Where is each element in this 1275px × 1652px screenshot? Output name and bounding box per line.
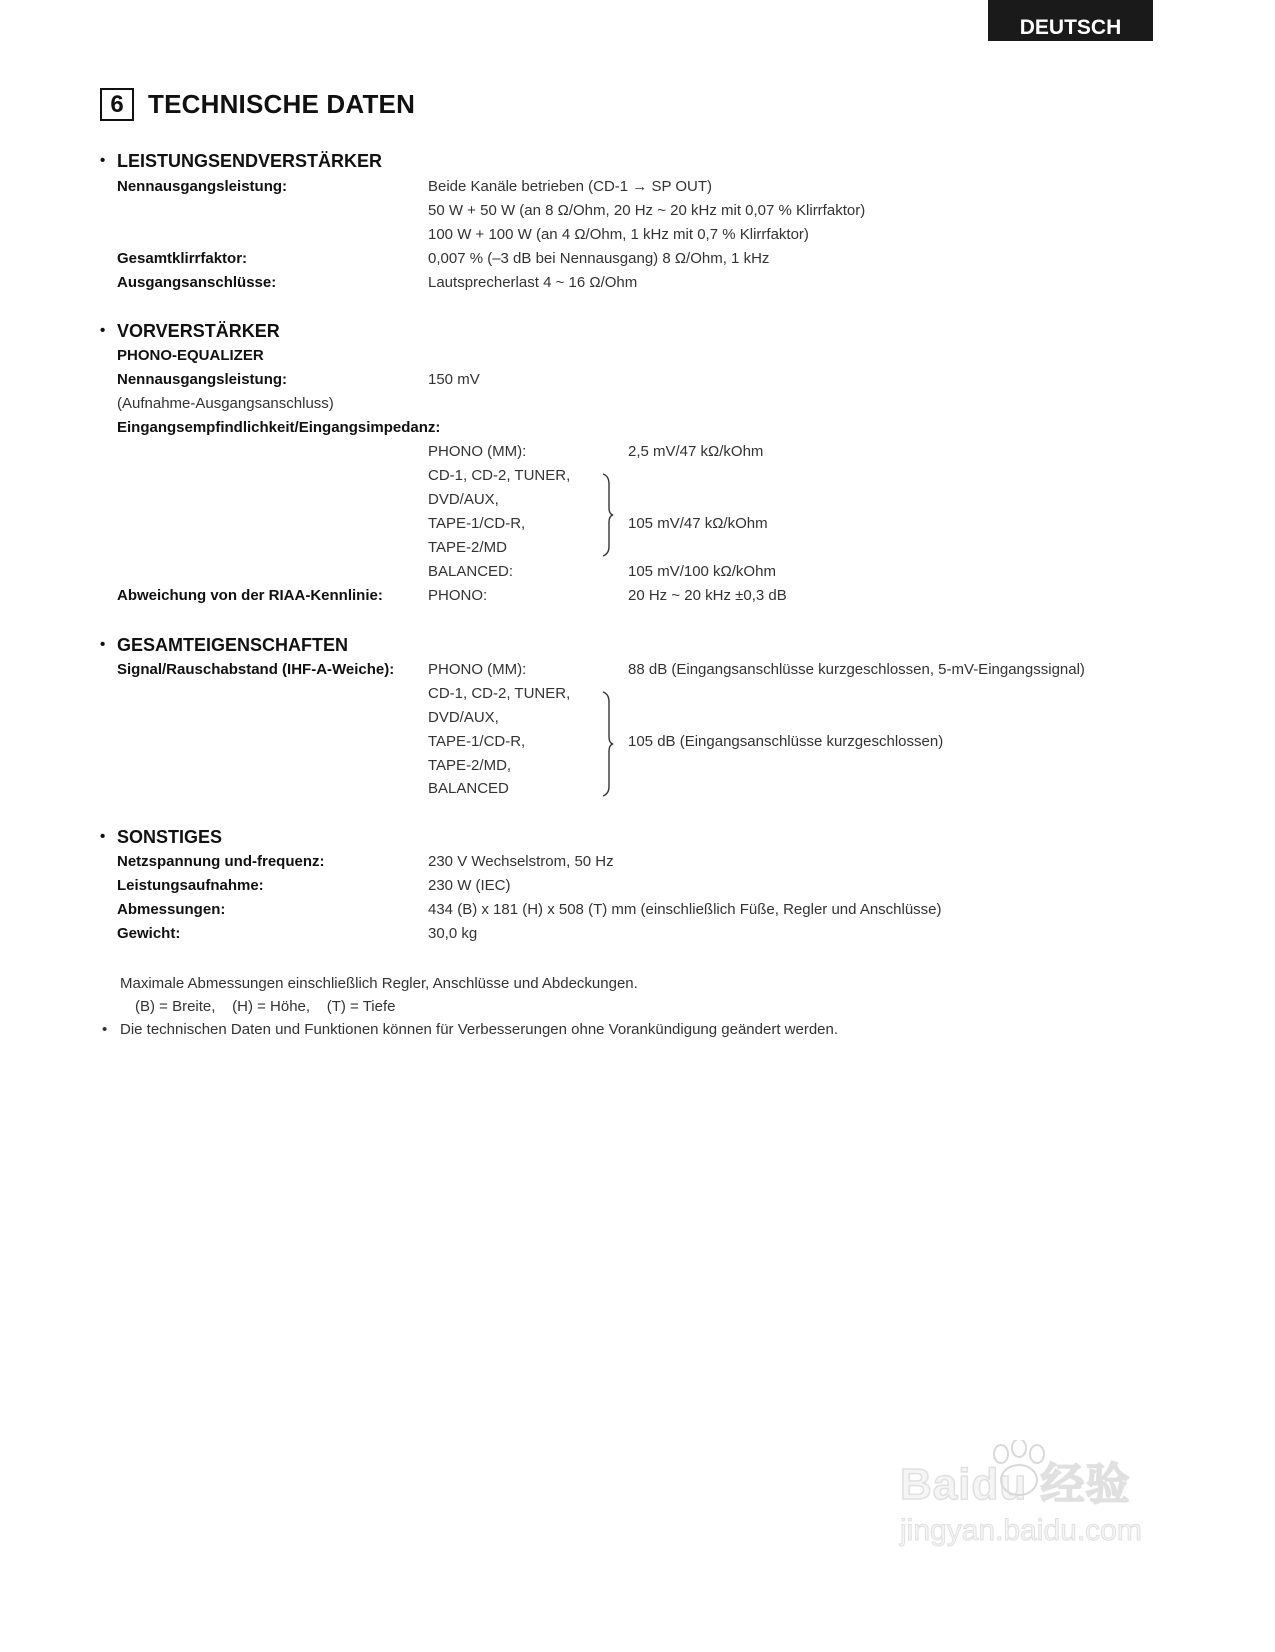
thd-label: Gesamtklirrfaktor: bbox=[117, 250, 248, 267]
disclaimer: Die technischen Daten und Funktionen können für Verbesserungen ohne Vorankündigung geändert werden. bbox=[120, 1021, 839, 1038]
watermark-brand: Baidu 经验 bbox=[900, 1460, 1131, 1509]
bullet: • bbox=[100, 828, 106, 845]
section-miscellaneous bbox=[100, 827, 223, 847]
chapter-heading bbox=[100, 88, 415, 121]
input-name: DVD/AUX, bbox=[428, 709, 499, 726]
rated-output-line: 50 W + 50 W (an 8 Ω/Ohm, 20 Hz ~ 20 kHz mit 0,07 % Klirrfaktor) bbox=[428, 202, 866, 219]
input-name: TAPE-2/MD, bbox=[428, 757, 512, 774]
section-title: LEISTUNGSENDVERSTÄRKER bbox=[117, 151, 383, 171]
riaa-value: 20 Hz ~ 20 kHz ±0,3 dB bbox=[628, 587, 787, 604]
bullet: • bbox=[100, 636, 106, 653]
brace-icon bbox=[601, 690, 615, 798]
watermark bbox=[900, 1448, 1142, 1548]
group-sensitivity: 105 mV/47 kΩ/kOhm bbox=[628, 515, 768, 532]
bullet: • bbox=[100, 152, 106, 169]
bullet: • bbox=[100, 322, 106, 339]
balanced-input: BALANCED: bbox=[428, 563, 514, 580]
preamp-rated-output-value: 150 mV bbox=[428, 371, 480, 388]
section-power-amplifier bbox=[100, 151, 383, 171]
misc-value: 230 V Wechselstrom, 50 Hz bbox=[428, 853, 614, 870]
rated-output-line: Beide Kanäle betrieben (CD-1 → SP OUT) bbox=[428, 178, 713, 195]
riaa-label: Abweichung von der RIAA-Kennlinie: bbox=[117, 587, 383, 604]
misc-label: Gewicht: bbox=[117, 925, 181, 942]
input-name: TAPE-1/CD-R, bbox=[428, 733, 526, 750]
dimensions-note: Maximale Abmessungen einschließlich Regler, Anschlüsse und Abdeckungen. bbox=[120, 975, 638, 992]
input-name: TAPE-2/MD bbox=[428, 539, 507, 556]
misc-label: Leistungsaufnahme: bbox=[117, 877, 264, 894]
phono-mm-sensitivity: 2,5 mV/47 kΩ/kOhm bbox=[628, 443, 764, 460]
misc-label: Abmessungen: bbox=[117, 901, 226, 918]
language-tab bbox=[988, 0, 1153, 41]
rated-output-line: 100 W + 100 W (an 4 Ω/Ohm, 1 kHz mit 0,7 % Klirrfaktor) bbox=[428, 226, 809, 243]
section-title: SONSTIGES bbox=[117, 827, 223, 847]
language-label: DEUTSCH bbox=[1019, 16, 1122, 39]
preamp-rated-output-note: (Aufnahme-Ausgangsanschluss) bbox=[117, 395, 334, 412]
phono-equalizer-subheading: PHONO-EQUALIZER bbox=[117, 347, 264, 364]
input-name: BALANCED bbox=[428, 780, 509, 797]
phono-mm-input: PHONO (MM): bbox=[428, 443, 527, 460]
snr-phono-value: 88 dB (Eingangsanschlüsse kurzgeschlossen, 5-mV-Eingangssignal) bbox=[628, 661, 1085, 678]
watermark-url: jingyan.baidu.com bbox=[900, 1514, 1142, 1547]
input-name: CD-1, CD-2, TUNER, bbox=[428, 467, 571, 484]
input-name: TAPE-1/CD-R, bbox=[428, 515, 526, 532]
input-name: DVD/AUX, bbox=[428, 491, 499, 508]
sensitivity-label: Eingangsempfindlichkeit/Eingangsimpedanz: bbox=[117, 419, 441, 436]
balanced-sensitivity: 105 mV/100 kΩ/kOhm bbox=[628, 563, 776, 580]
thd-value: 0,007 % (–3 dB bei Nennausgang) 8 Ω/Ohm, 1 kHz bbox=[428, 250, 770, 267]
outputs-value: Lautsprecherlast 4 ~ 16 Ω/Ohm bbox=[428, 274, 638, 291]
snr-phono-input: PHONO (MM): bbox=[428, 661, 527, 678]
bullet: • bbox=[102, 1021, 108, 1038]
input-name: CD-1, CD-2, TUNER, bbox=[428, 685, 571, 702]
snr-group-value: 105 dB (Eingangsanschlüsse kurzgeschlossen) bbox=[628, 733, 944, 750]
paw-logo-icon bbox=[985, 1440, 1055, 1500]
section-title: VORVERSTÄRKER bbox=[117, 321, 280, 341]
misc-label: Netzspannung und-frequenz: bbox=[117, 853, 325, 870]
misc-value: 434 (B) x 181 (H) x 508 (T) mm (einschließlich Füße, Regler und Anschlüsse) bbox=[428, 901, 942, 918]
section-title: GESAMTEIGENSCHAFTEN bbox=[117, 635, 349, 655]
outputs-label: Ausgangsanschlüsse: bbox=[117, 274, 277, 291]
rated-output-label: Nennausgangsleistung: bbox=[117, 178, 288, 195]
riaa-input: PHONO: bbox=[428, 587, 488, 604]
chapter-number: 6 bbox=[100, 88, 134, 121]
misc-value: 230 W (IEC) bbox=[428, 877, 511, 894]
misc-value: 30,0 kg bbox=[428, 925, 478, 942]
section-general bbox=[100, 635, 349, 655]
brace-icon bbox=[601, 472, 615, 558]
preamp-rated-output-label: Nennausgangsleistung: bbox=[117, 371, 288, 388]
snr-label: Signal/Rauschabstand (IHF-A-Weiche): bbox=[117, 661, 395, 678]
dimensions-legend: (B) = Breite, (H) = Höhe, (T) = Tiefe bbox=[135, 998, 396, 1015]
section-preamplifier bbox=[100, 321, 280, 341]
chapter-title: TECHNISCHE DATEN bbox=[148, 89, 416, 119]
